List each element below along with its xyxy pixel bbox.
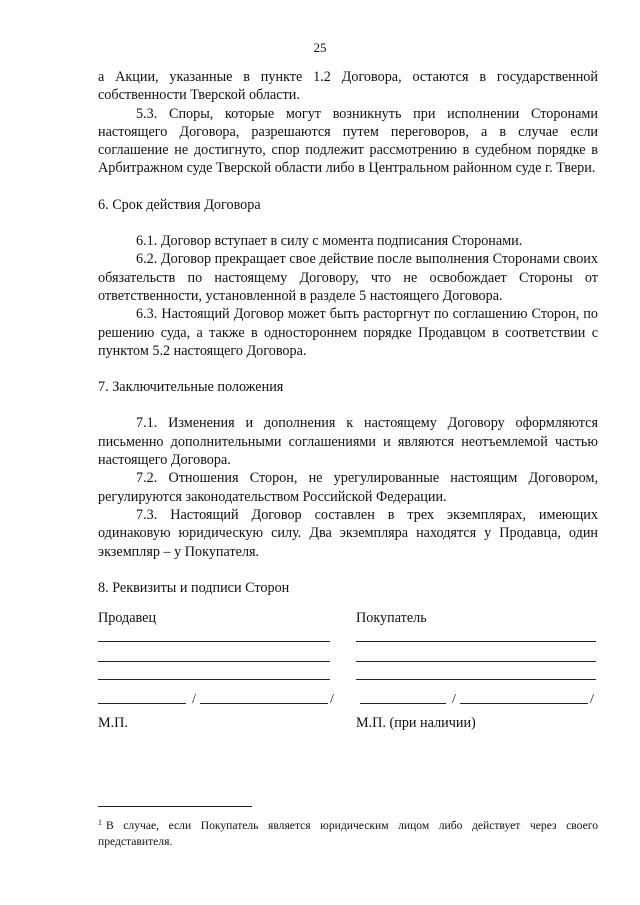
seller-signature-line bbox=[98, 703, 186, 704]
buyer-name-line bbox=[460, 703, 588, 704]
footnote bbox=[98, 815, 598, 849]
paragraph-continuation: а Акции, указанные в пункте 1.2 Договора, остаются в государственной собственности Тверской области. bbox=[98, 69, 598, 104]
buyer-stamp-label: М.П. (при наличии) bbox=[356, 715, 476, 731]
section-6-heading: 6. Срок действия Договора bbox=[98, 196, 261, 213]
paragraph-6-1: 6.1. Договор вступает в силу с момента подписания Сторонами. bbox=[136, 233, 523, 250]
buyer-label: Покупатель bbox=[356, 610, 427, 626]
seller-name-line bbox=[200, 703, 328, 704]
paragraph-6-2: 6.2. Договор прекращает свое действие после выполнения Сторонами своих обязательств по настоящему Договору, что не освобождает Стороны от ответственности, установленной в разделе 5 настоящего Договора. bbox=[98, 251, 598, 304]
footnote-marker: 1 bbox=[98, 818, 102, 827]
buyer-details-line bbox=[356, 641, 596, 642]
seller-stamp-label: М.П. bbox=[98, 715, 128, 731]
buyer-signature-row bbox=[356, 686, 598, 710]
buyer-details-line bbox=[356, 661, 596, 662]
section-8-heading: 8. Реквизиты и подписи Сторон bbox=[98, 579, 290, 596]
footnote-separator bbox=[98, 806, 252, 807]
section-7-heading: 7. Заключительные положения bbox=[98, 379, 284, 396]
slash-separator: / bbox=[192, 692, 196, 707]
slash-separator: / bbox=[330, 692, 334, 707]
paragraph-7-3: 7.3. Настоящий Договор составлен в трех экземплярах, имеющих одинаковую юридическую силу. Два экземпляра находятся у Продавца, один экземпляр – у Покупателя. bbox=[98, 506, 598, 560]
paragraph-7-1: 7.1. Изменения и дополнения к настоящему Договору оформляются письменно дополнительными соглашениями и являются неотъемлемой частью настоящего Договора. bbox=[98, 415, 598, 469]
paragraph-7-2: 7.2. Отношения Сторон, не урегулированные настоящим Договором, регулируются законодательством Российской Федерации. bbox=[98, 470, 598, 505]
seller-details-line bbox=[98, 679, 330, 680]
page-number: 25 bbox=[313, 40, 327, 55]
seller-label: Продавец bbox=[98, 610, 157, 626]
paragraph-5-3: 5.3. Споры, которые могут возникнуть при исполнении Сторонами настоящего Договора, разрешаются путем переговоров, а в случае если соглашение не достигнуто, спор подлежит рассмотрению в судебном порядке в Арбитражном суде Тверской области либо в Центральном районном суде г. Твери. bbox=[98, 105, 598, 177]
slash-separator: / bbox=[452, 692, 456, 707]
document-body bbox=[98, 68, 598, 597]
buyer-signature-line bbox=[360, 703, 446, 704]
seller-signature-row bbox=[98, 686, 334, 710]
seller-details-line bbox=[98, 641, 330, 642]
footnote-text: В случае, если Покупатель является юридическим лицом либо действует через своего представителя. bbox=[98, 819, 598, 848]
slash-separator: / bbox=[590, 692, 594, 707]
buyer-details-line bbox=[356, 679, 596, 680]
seller-details-line bbox=[98, 661, 330, 662]
paragraph-6-3: 6.3. Настоящий Договор может быть расторгнут по соглашению Сторон, по решению суда, а также в одностороннем порядке Продавцом в соответствии с пунктом 5.2 настоящего Договора. bbox=[98, 306, 598, 359]
